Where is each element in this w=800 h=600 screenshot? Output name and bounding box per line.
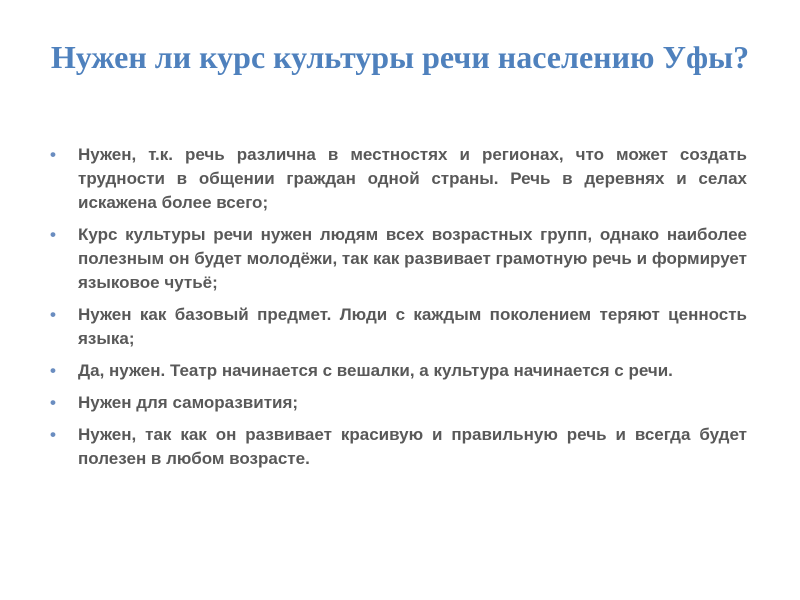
list-item: [50, 223, 747, 295]
bullet-text: Нужен для саморазвития;: [78, 393, 299, 412]
bullet-text: Нужен, т.к. речь различна в местностях и регионах, что может создать трудности в общении граждан одной страны. Речь в деревнях и селах искажена более всего;: [78, 145, 747, 212]
slide-title: Нужен ли курс культуры речи населению Уфы?: [50, 39, 750, 75]
bullet-icon: •: [50, 145, 56, 164]
list-item: [50, 391, 747, 415]
bullet-icon: •: [50, 393, 56, 412]
list-item: [50, 143, 747, 215]
bullet-text: Курс культуры речи нужен людям всех возрастных групп, однако наиболее полезным он будет молодёжи, так как развивает грамотную речь и формирует языковое чутьё;: [78, 225, 747, 292]
list-item: [50, 423, 747, 471]
list-item: [50, 303, 747, 351]
bullet-icon: •: [50, 425, 56, 444]
bullet-text: Нужен, так как он развивает красивую и правильную речь и всегда будет полезен в любом возрасте.: [78, 425, 747, 468]
bullet-list: [50, 143, 747, 479]
bullet-icon: •: [50, 305, 56, 324]
bullet-text: Нужен как базовый предмет. Люди с каждым поколением теряют ценность языка;: [78, 305, 747, 348]
bullet-text: Да, нужен. Театр начинается с вешалки, а культура начинается с речи.: [78, 361, 673, 380]
list-item: [50, 359, 747, 383]
bullet-icon: •: [50, 361, 56, 380]
bullet-icon: •: [50, 225, 56, 244]
